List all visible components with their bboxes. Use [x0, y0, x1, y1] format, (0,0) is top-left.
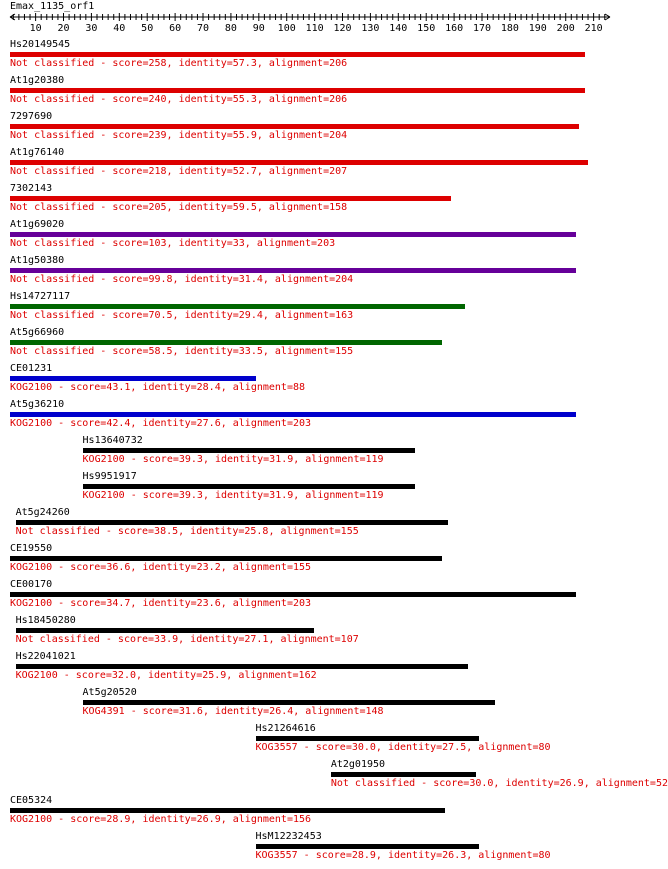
hit-name[interactable]: 7302143 [10, 183, 53, 194]
hit-name[interactable]: Hs18450280 [15, 615, 76, 626]
hit-description: Not classified - score=240, identity=55.3, alignment=206 [10, 94, 348, 105]
hit-description: Not classified - score=239, identity=55.9, alignment=204 [10, 130, 348, 141]
hit-description: Not classified - score=205, identity=59.5, alignment=158 [10, 202, 348, 213]
query-title: Emax_1135_orf1 [10, 1, 95, 12]
hit-description: KOG3557 - score=28.9, identity=26.3, alignment=80 [255, 850, 551, 861]
hit-description: Not classified - score=103, identity=33, alignment=203 [10, 238, 336, 249]
hit-description: KOG2100 - score=43.1, identity=28.4, alignment=88 [10, 382, 306, 393]
hit-description: Not classified - score=38.5, identity=25.8, alignment=155 [15, 526, 359, 537]
hit-name[interactable]: At5g20520 [82, 687, 137, 698]
hit-description: KOG4391 - score=31.6, identity=26.4, alignment=148 [82, 706, 384, 717]
ruler-tick-label: 20 [57, 23, 70, 34]
ruler-tick-label: 110 [305, 23, 324, 34]
hit-description: KOG2100 - score=39.3, identity=31.9, alignment=119 [82, 490, 384, 501]
hit-alignment-bar[interactable] [256, 844, 479, 849]
hit-alignment-bar[interactable] [10, 304, 465, 309]
hit-description: KOG2100 - score=28.9, identity=26.9, alignment=156 [10, 814, 312, 825]
hit-name[interactable]: At1g50380 [10, 255, 65, 266]
ruler-tick-label: 100 [277, 23, 296, 34]
hit-description: KOG2100 - score=34.7, identity=23.6, alignment=203 [10, 598, 312, 609]
ruler-tick-label: 80 [224, 23, 237, 34]
hit-alignment-bar[interactable] [16, 664, 468, 669]
ruler-tick-label: 60 [169, 23, 182, 34]
hit-alignment-bar[interactable] [83, 700, 496, 705]
hit-name[interactable]: Hs9951917 [82, 471, 137, 482]
hit-description: KOG2100 - score=39.3, identity=31.9, alignment=119 [82, 454, 384, 465]
hit-description: KOG2100 - score=36.6, identity=23.2, alignment=155 [10, 562, 312, 573]
hit-description: KOG3557 - score=30.0, identity=27.5, alignment=80 [255, 742, 551, 753]
hit-name[interactable]: Hs13640732 [82, 435, 143, 446]
hit-name[interactable]: Hs22041021 [15, 651, 76, 662]
hit-alignment-bar[interactable] [10, 592, 576, 597]
hit-name[interactable]: At1g20380 [10, 75, 65, 86]
ruler-tick-label: 150 [417, 23, 436, 34]
hit-name[interactable]: At5g36210 [10, 399, 65, 410]
hit-alignment-bar[interactable] [256, 736, 479, 741]
hit-name[interactable]: At1g69020 [10, 219, 65, 230]
ruler-tick-label: 180 [500, 23, 519, 34]
ruler-tick-label: 90 [252, 23, 265, 34]
hit-alignment-bar[interactable] [331, 772, 476, 777]
hit-name[interactable]: At5g24260 [15, 507, 70, 518]
hit-description: KOG2100 - score=32.0, identity=25.9, alignment=162 [15, 670, 317, 681]
hit-description: Not classified - score=58.5, identity=33.5, alignment=155 [10, 346, 354, 357]
hit-alignment-bar[interactable] [10, 412, 576, 417]
position-ruler [0, 0, 620, 40]
hit-name[interactable]: At2g01950 [330, 759, 386, 770]
hit-description: Not classified - score=258, identity=57.3, alignment=206 [10, 58, 348, 69]
hit-alignment-bar[interactable] [83, 484, 415, 489]
hit-alignment-bar[interactable] [10, 232, 576, 237]
hit-alignment-bar[interactable] [10, 196, 451, 201]
ruler-tick-label: 160 [445, 23, 464, 34]
hit-alignment-bar[interactable] [10, 124, 579, 129]
hit-alignment-bar[interactable] [10, 808, 445, 813]
hit-name[interactable]: Hs14727117 [10, 291, 71, 302]
hit-name[interactable]: At5g66960 [10, 327, 65, 338]
ruler-tick-label: 200 [556, 23, 575, 34]
hit-alignment-bar[interactable] [10, 376, 256, 381]
hit-name[interactable]: CE00170 [10, 579, 53, 590]
hit-description: Not classified - score=30.0, identity=26.9, alignment=52 [330, 778, 668, 789]
hit-alignment-bar[interactable] [10, 88, 585, 93]
hit-alignment-bar[interactable] [10, 160, 588, 165]
hit-description: KOG2100 - score=42.4, identity=27.6, alignment=203 [10, 418, 312, 429]
hit-name[interactable]: 7297690 [10, 111, 53, 122]
hit-name[interactable]: CE19550 [10, 543, 53, 554]
hit-name[interactable]: Hs21264616 [255, 723, 316, 734]
ruler-tick-label: 190 [528, 23, 547, 34]
ruler-tick-label: 120 [333, 23, 352, 34]
hit-alignment-bar[interactable] [10, 268, 576, 273]
ruler-tick-label: 30 [85, 23, 98, 34]
hit-description: Not classified - score=99.8, identity=31.4, alignment=204 [10, 274, 354, 285]
hit-alignment-bar[interactable] [10, 52, 585, 57]
ruler-tick-label: 210 [584, 23, 603, 34]
hit-description: Not classified - score=33.9, identity=27.1, alignment=107 [15, 634, 359, 645]
hit-name[interactable]: At1g76140 [10, 147, 65, 158]
ruler-tick-label: 50 [141, 23, 154, 34]
hit-alignment-bar[interactable] [10, 340, 442, 345]
hit-name[interactable]: CE05324 [10, 795, 53, 806]
hit-name[interactable]: CE01231 [10, 363, 53, 374]
hit-name[interactable]: HsM12232453 [255, 831, 322, 842]
hit-name[interactable]: Hs20149545 [10, 39, 71, 50]
hit-alignment-bar[interactable] [16, 520, 448, 525]
hit-alignment-bar[interactable] [83, 448, 415, 453]
hit-description: Not classified - score=218, identity=52.7, alignment=207 [10, 166, 348, 177]
hit-description: Not classified - score=70.5, identity=29.4, alignment=163 [10, 310, 354, 321]
ruler-tick-label: 140 [389, 23, 408, 34]
hit-alignment-bar[interactable] [10, 556, 442, 561]
ruler-tick-label: 40 [113, 23, 126, 34]
ruler-tick-label: 70 [196, 23, 210, 34]
ruler-tick-label: 170 [472, 23, 492, 34]
ruler-tick-label: 10 [29, 23, 42, 34]
ruler-tick-label: 130 [361, 23, 380, 34]
hit-alignment-bar[interactable] [16, 628, 315, 633]
